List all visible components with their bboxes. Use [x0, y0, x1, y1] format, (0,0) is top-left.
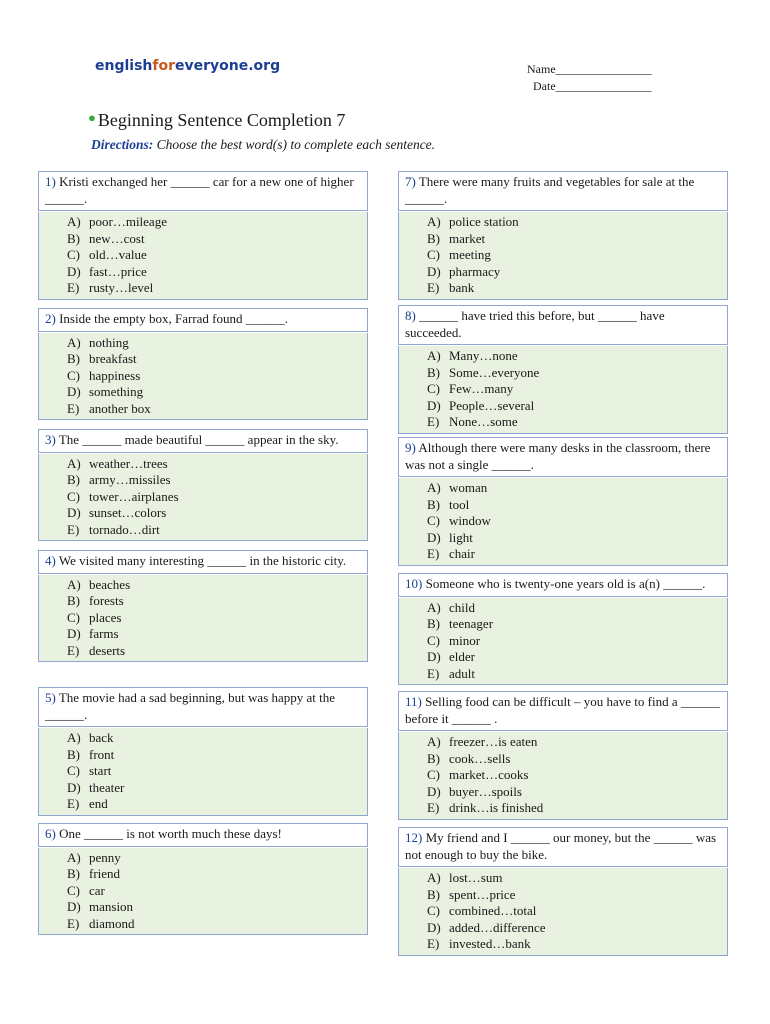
question-9 [398, 437, 728, 566]
question-4 [38, 550, 368, 662]
option[interactable]: B) tool [427, 496, 470, 512]
question-number: 5) [45, 690, 56, 705]
question-number: 12) [405, 830, 423, 845]
option[interactable]: D) theater [67, 779, 125, 795]
question-text: Inside the empty box, Farrad found ______. [59, 311, 288, 326]
option[interactable]: A) beaches [67, 576, 131, 592]
name-date-block [527, 61, 652, 95]
question-text: The movie had a sad beginning, but was happy at the ______. [45, 690, 336, 722]
directions: Directions: Choose the best word(s) to complete each sentence. [91, 137, 436, 152]
options-list [398, 346, 728, 434]
options-list [398, 868, 728, 956]
option[interactable]: B) market [427, 230, 486, 246]
option[interactable]: A) penny [67, 849, 121, 865]
option[interactable]: E) another box [67, 400, 151, 416]
option[interactable]: D) mansion [67, 899, 134, 914]
option[interactable]: A) lost…sum [427, 870, 503, 885]
option[interactable]: D) added…difference [427, 919, 546, 935]
question-12 [398, 827, 728, 956]
option[interactable]: A) back [67, 730, 114, 745]
option[interactable]: D) light [427, 529, 473, 545]
question-number: 9) [405, 440, 416, 455]
options-list [38, 454, 368, 542]
option[interactable]: C) happiness [67, 367, 141, 383]
options-list [38, 333, 368, 421]
option[interactable]: E) deserts [67, 642, 126, 658]
option[interactable]: E) drink…is finished [427, 800, 544, 815]
question-8 [398, 305, 728, 434]
option[interactable]: B) Some…everyone [427, 364, 540, 380]
options-list [398, 598, 728, 686]
question-text: The ______ made beautiful ______ appear in the sky. [58, 432, 339, 447]
option[interactable]: C) start [67, 763, 112, 778]
options-list [38, 212, 368, 300]
option[interactable]: C) market…cooks [427, 767, 529, 782]
option[interactable]: A) Many…none [427, 348, 518, 363]
option[interactable]: B) army…missiles [67, 472, 171, 487]
name-line: Name________________ [527, 62, 652, 76]
question-number: 6) [45, 826, 56, 841]
option[interactable]: D) elder [427, 649, 475, 664]
question-text: Kristi exchanged her ______ car for a new one of higher ______. [45, 174, 354, 206]
option[interactable]: C) combined…total [427, 903, 537, 918]
question-number: 2) [45, 311, 56, 326]
question-number: 11) [405, 694, 422, 709]
question-1 [38, 171, 368, 300]
option[interactable]: B) cook…sells [427, 750, 511, 766]
option[interactable]: D) sunset…colors [67, 505, 167, 520]
worksheet-title: ● Beginning Sentence Completion 7 [88, 110, 346, 130]
option[interactable]: E) None…some [427, 414, 518, 429]
option[interactable]: A) child [427, 599, 475, 615]
option[interactable]: A) police station [427, 214, 519, 229]
option[interactable]: C) old…value [67, 247, 147, 262]
question-10 [398, 573, 728, 685]
option[interactable]: D) fast…price [67, 263, 147, 279]
option[interactable]: C) tower…airplanes [67, 488, 179, 504]
question-7 [398, 171, 728, 300]
option[interactable]: B) breakfast [67, 351, 137, 366]
option[interactable]: A) nothing [67, 334, 129, 350]
date-line: Date________________ [533, 79, 652, 93]
options-list [38, 728, 368, 816]
question-text: Although there were many desks in the classroom, there was not a single ______. [405, 440, 711, 472]
question-text: My friend and I ______ our money, but the ______ was not enough to buy the bike. [405, 830, 717, 862]
option[interactable]: A) weather…trees [67, 455, 168, 471]
question-text: Selling food can be difficult – you have to find a ______ before it ______ . [405, 694, 720, 726]
options-list [398, 732, 728, 820]
question-text: Someone who is twenty-one years old is a(n) ______. [425, 576, 706, 591]
option[interactable]: E) adult [427, 665, 475, 681]
question-3 [38, 429, 368, 541]
option[interactable]: A) woman [427, 480, 488, 495]
option[interactable]: D) pharmacy [427, 263, 501, 279]
option[interactable]: B) friend [67, 866, 121, 881]
options-list [398, 478, 728, 566]
question-6 [38, 823, 368, 935]
option[interactable]: E) bank [427, 280, 475, 295]
options-list [398, 212, 728, 300]
question-text: There were many fruits and vegetables for sale at the ______. [405, 174, 695, 206]
question-number: 1) [45, 174, 56, 189]
option[interactable]: C) meeting [427, 247, 491, 262]
option[interactable]: E) invested…bank [427, 936, 531, 951]
option[interactable]: E) rusty…level [67, 280, 154, 295]
option[interactable]: E) tornado…dirt [67, 521, 160, 537]
question-5 [38, 687, 368, 816]
option[interactable]: B) forests [67, 593, 124, 608]
site-logo: englishforeveryone.org [95, 58, 281, 74]
option[interactable]: A) freezer…is eaten [427, 734, 538, 749]
option[interactable]: D) People…several [427, 397, 535, 413]
option[interactable]: B) front [67, 746, 115, 762]
option[interactable]: C) window [427, 513, 491, 528]
option[interactable]: A) poor…mileage [67, 214, 167, 229]
question-number: 4) [45, 553, 56, 568]
question-number: 10) [405, 576, 423, 591]
question-11 [398, 691, 728, 820]
option[interactable]: D) buyer…spoils [427, 783, 522, 799]
option[interactable]: D) something [67, 384, 144, 399]
option[interactable]: E) end [67, 796, 108, 811]
question-number: 7) [405, 174, 416, 189]
question-text: ______ have tried this before, but ______ have succeeded. [405, 308, 665, 340]
bullet-icon: ● [88, 110, 96, 125]
question-number: 3) [45, 432, 56, 447]
question-text: One ______ is not worth much these days! [59, 826, 282, 841]
option[interactable]: C) places [67, 609, 122, 625]
question-2 [38, 308, 368, 420]
options-list [38, 575, 368, 663]
question-text: We visited many interesting ______ in the historic city. [58, 553, 347, 568]
option[interactable]: B) spent…price [427, 886, 516, 902]
question-number: 8) [405, 308, 416, 323]
option[interactable]: E) chair [427, 546, 475, 561]
option[interactable]: B) new…cost [67, 230, 145, 246]
option[interactable]: E) diamond [67, 915, 135, 931]
option[interactable]: C) car [67, 882, 105, 898]
option[interactable]: B) teenager [427, 616, 494, 631]
options-list [38, 848, 368, 936]
option[interactable]: C) Few…many [427, 381, 514, 396]
option[interactable]: C) minor [427, 632, 481, 648]
option[interactable]: D) farms [67, 626, 119, 641]
